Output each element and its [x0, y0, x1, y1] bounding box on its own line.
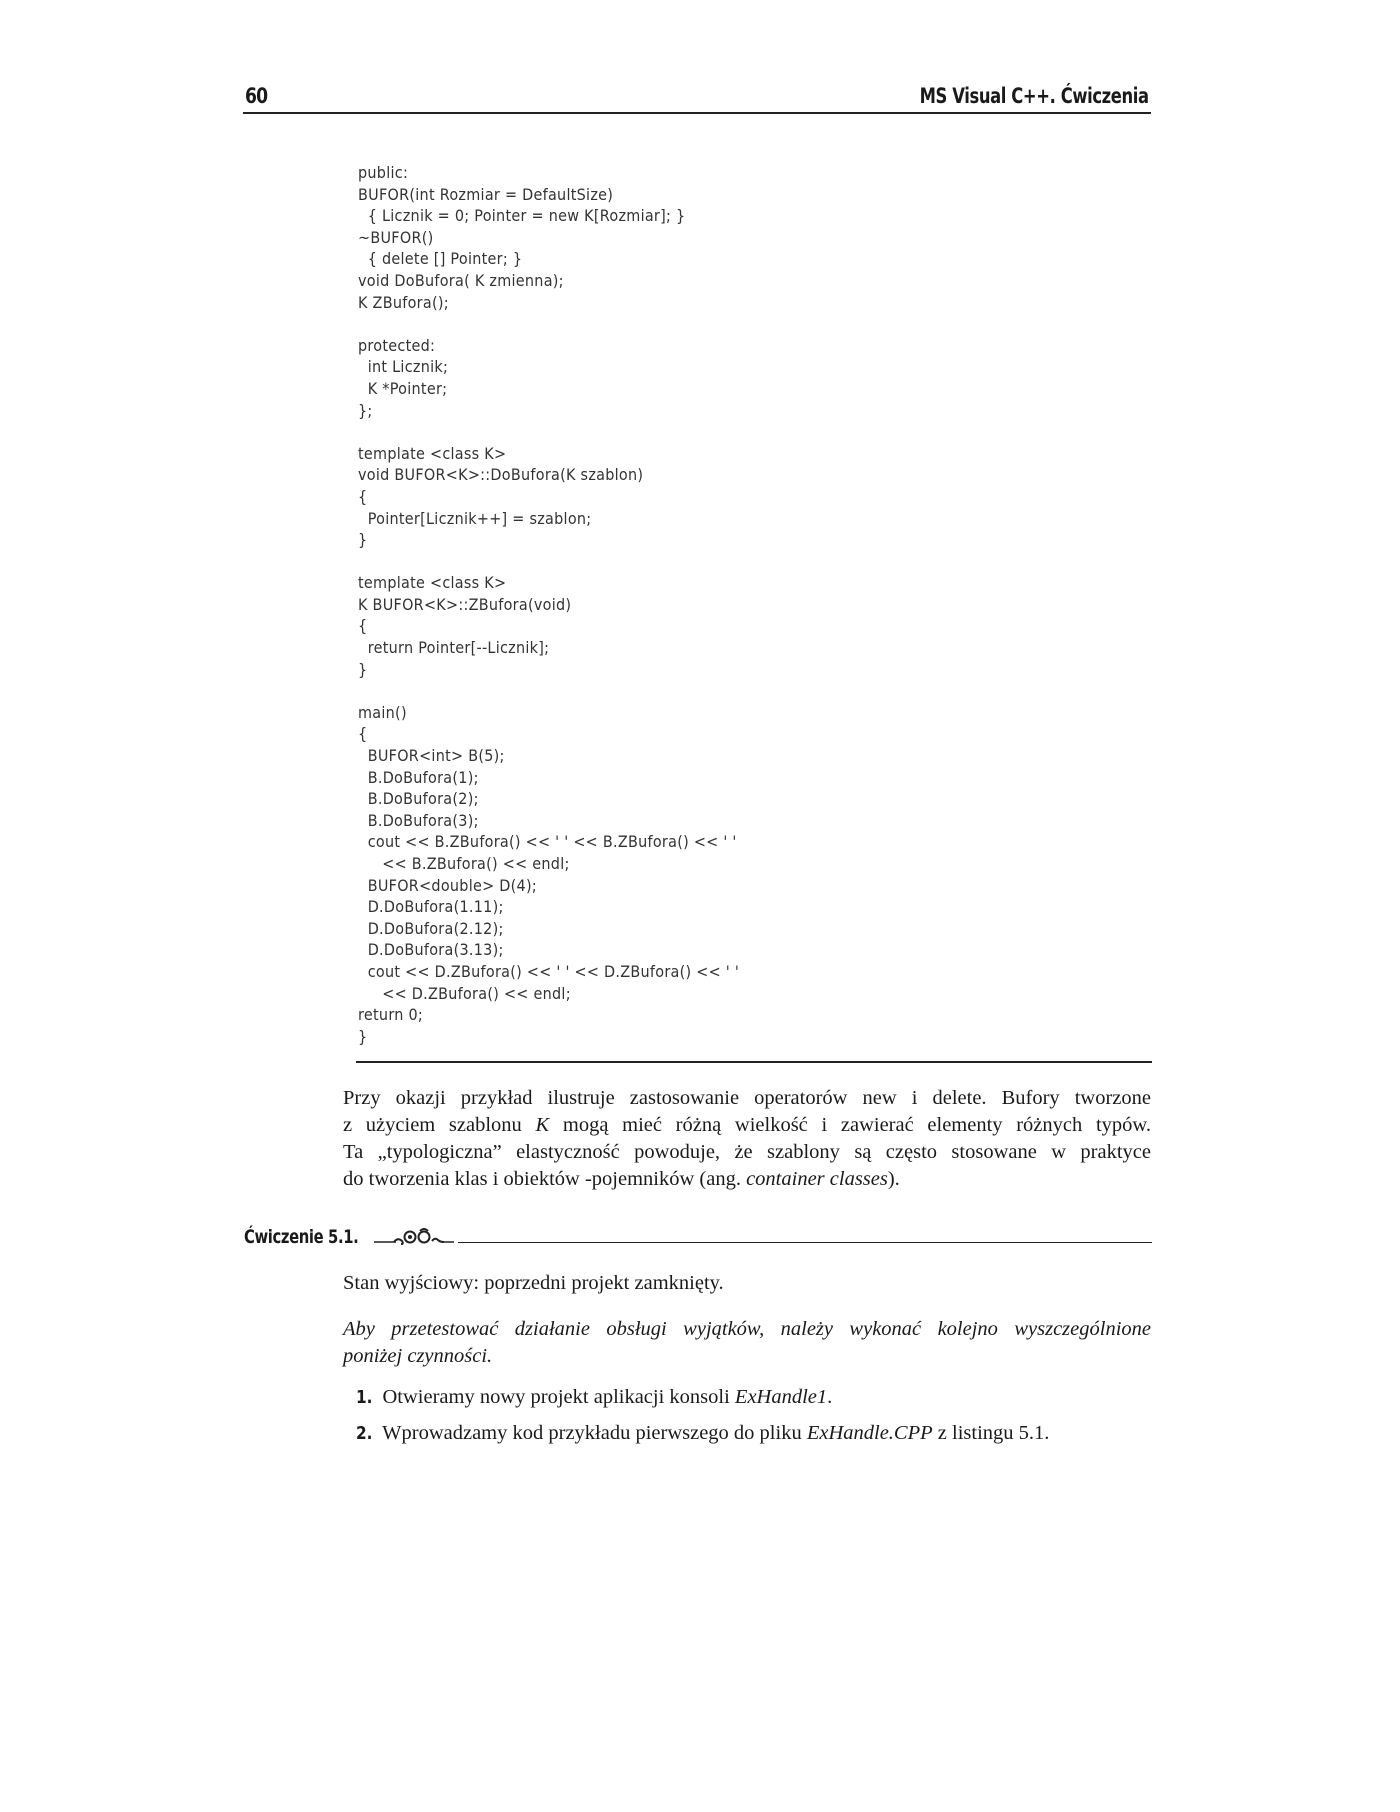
code-line: return Pointer[--Licznik]; — [358, 638, 550, 658]
code-line: { — [358, 616, 368, 636]
text-run: Ta „typologiczna” elastyczność powoduje, że szablony są często stosowane w praktyce — [343, 1141, 1151, 1163]
code-line: { delete [] Pointer; } — [358, 249, 523, 269]
italic-term: ExHandle1 — [734, 1386, 828, 1408]
exercise-step — [356, 1420, 1049, 1447]
code-line: ~BUFOR() — [358, 227, 434, 247]
code-line: } — [358, 1026, 368, 1046]
exercise-title: Ćwiczenie 5.1. — [244, 1226, 359, 1248]
code-line: BUFOR<double> D(4); — [358, 875, 538, 895]
code-line: K BUFOR<K>::ZBufora(void) — [358, 594, 572, 614]
code-line: } — [358, 659, 368, 679]
text-run: ). — [887, 1168, 900, 1190]
paragraph-line — [343, 1085, 1151, 1112]
paragraph-line — [343, 1139, 1151, 1166]
code-line: main() — [358, 702, 407, 722]
code-line: BUFOR(int Rozmiar = DefaultSize) — [358, 184, 614, 204]
page-header — [243, 84, 1151, 114]
decorative-flourish-icon — [374, 1226, 454, 1246]
code-line: { Licznik = 0; Pointer = new K[Rozmiar]; } — [358, 206, 686, 226]
text-run: z użyciem szablonu — [343, 1114, 536, 1136]
code-line: protected: — [358, 335, 436, 355]
exercise-step — [356, 1384, 832, 1411]
code-line: << B.ZBufora() << endl; — [358, 854, 570, 873]
code-line: { — [358, 724, 368, 744]
code-line: K ZBufora(); — [358, 292, 449, 312]
code-line: B.DoBufora(1); — [358, 767, 479, 787]
text-run: Przy okazji przykład ilustruje zastosowanie operatorów new i delete. Bufory tworzone — [343, 1087, 1151, 1109]
code-line: << D.ZBufora() << endl; — [358, 983, 571, 1003]
code-line: }; — [358, 400, 373, 420]
paragraph-line — [343, 1166, 1151, 1193]
code-line: Pointer[Licznik++] = szablon; — [358, 508, 592, 528]
code-line: B.DoBufora(2); — [358, 789, 479, 809]
code-line: K *Pointer; — [358, 378, 448, 398]
text-run: mogą mieć różną wielkość i zawierać elementy różnych typów. — [549, 1114, 1151, 1136]
code-line: D.DoBufora(3.13); — [358, 940, 504, 960]
code-listing-bottom-rule — [356, 1061, 1152, 1063]
code-line: void DoBufora( K zmienna); — [358, 270, 564, 290]
code-line: void BUFOR<K>::DoBufora(K szablon) — [358, 465, 644, 485]
italic-term: container classes — [746, 1168, 888, 1190]
running-title: MS Visual C++. Ćwiczenia — [919, 84, 1149, 108]
exercise-heading-rule — [458, 1242, 1152, 1243]
code-line: template <class K> — [358, 443, 507, 463]
page-number: 60 — [245, 84, 268, 108]
code-line: public: — [358, 163, 409, 182]
paragraph-line — [343, 1112, 1151, 1139]
step-text: z listingu 5.1. — [932, 1422, 1050, 1444]
code-line: int Licznik; — [358, 357, 449, 377]
step-number: 1. — [356, 1387, 373, 1408]
code-line: template <class K> — [358, 573, 507, 593]
body-paragraph — [343, 1085, 1151, 1193]
code-line: cout << B.ZBufora() << ' ' << B.ZBufora() << ' ' — [358, 832, 737, 852]
code-line: D.DoBufora(1.11); — [358, 897, 504, 917]
step-text: Wprowadzamy kod przykładu pierwszego do pliku — [382, 1422, 807, 1444]
code-line: } — [358, 530, 368, 550]
italic-term: K — [535, 1114, 550, 1136]
italic-term: ExHandle.CPP — [806, 1422, 933, 1444]
step-number: 2. — [356, 1423, 373, 1444]
code-line: return 0; — [358, 1005, 424, 1025]
exercise-intro — [343, 1316, 1151, 1370]
step-text: . — [827, 1386, 833, 1408]
code-line: D.DoBufora(2.12); — [358, 918, 504, 938]
code-line: BUFOR<int> B(5); — [358, 746, 505, 766]
paragraph-line: Aby przetestować działanie obsługi wyjątków, należy wykonać kolejno wyszczególnione — [343, 1318, 1151, 1340]
exercise-heading — [244, 1224, 1152, 1254]
code-listing — [358, 162, 739, 1047]
paragraph-line: poniżej czynności. — [343, 1345, 493, 1367]
text-run: do tworzenia klas i obiektów -pojemników (ang. — [343, 1168, 747, 1190]
code-line: B.DoBufora(3); — [358, 810, 479, 830]
code-line: cout << D.ZBufora() << ' ' << D.ZBufora() << ' ' — [358, 961, 740, 981]
start-state-text: Stan wyjściowy: poprzedni projekt zamknięty. — [343, 1272, 724, 1294]
step-text: Otwieramy nowy projekt aplikacji konsoli — [382, 1386, 735, 1408]
code-line: { — [358, 486, 368, 506]
